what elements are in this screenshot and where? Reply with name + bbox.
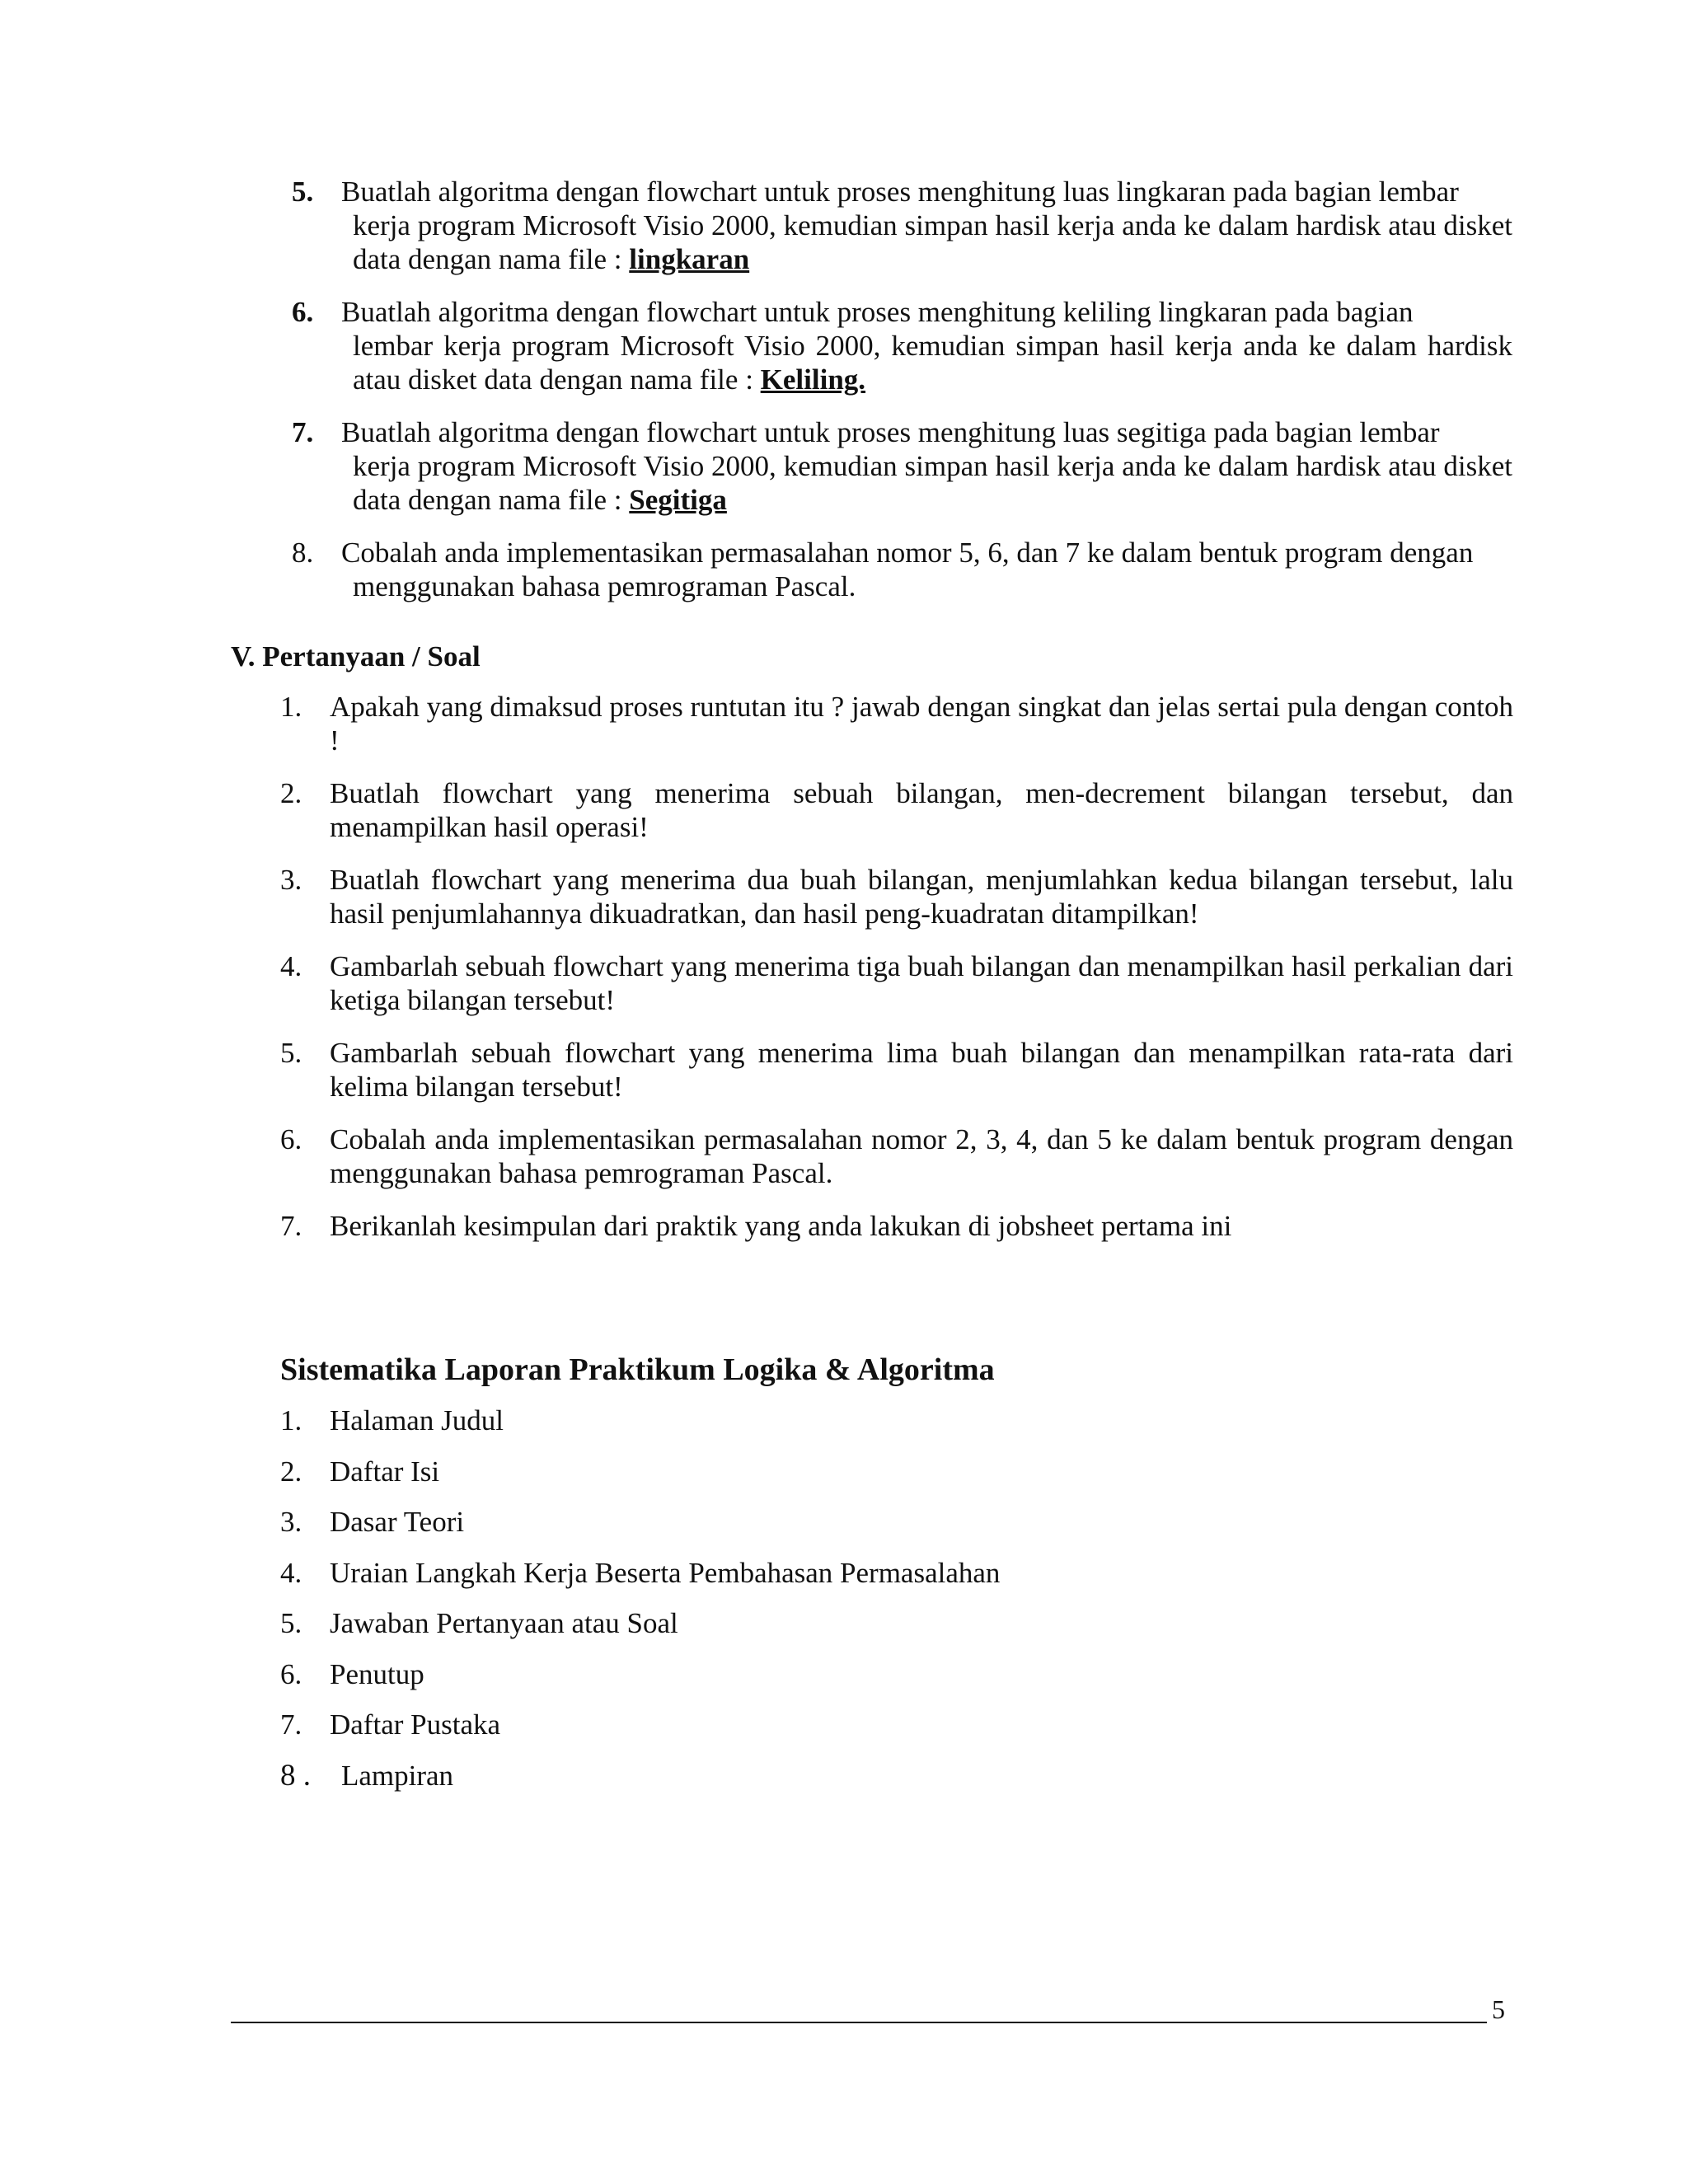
list-item-number: 8 . <box>280 1758 311 1793</box>
task-text-line1: Buatlah algoritma dengan flowchart untuk proses menghitung luas segitiga pada bagian lembar <box>341 416 1440 448</box>
question-list <box>280 690 1513 1262</box>
footer-divider <box>231 2022 1487 2023</box>
task-item <box>292 415 1512 517</box>
sistematika-heading: Sistematika Laporan Praktikum Logika & Algoritma <box>280 1352 995 1387</box>
task-filename: lingkaran <box>629 243 750 275</box>
question-number: 7. <box>280 1210 302 1242</box>
task-text-rest: kerja program Microsoft Visio 2000, kemudian simpan hasil kerja anda ke dalam hardisk atau disket data dengan nama file : <box>353 450 1512 516</box>
list-item <box>280 1505 1269 1539</box>
question-item <box>280 1209 1513 1243</box>
list-item-number: 3. <box>280 1506 302 1538</box>
question-item <box>280 1122 1513 1190</box>
task-item <box>292 175 1512 276</box>
task-item <box>292 295 1512 396</box>
task-text-rest: kerja program Microsoft Visio 2000, kemudian simpan hasil kerja anda ke dalam hardisk atau disket data dengan nama file : <box>353 209 1512 275</box>
task-number: 6. <box>292 296 314 328</box>
list-item-text: Jawaban Pertanyaan atau Soal <box>330 1607 678 1639</box>
list-item <box>280 1759 1269 1793</box>
list-item-number: 4. <box>280 1556 302 1589</box>
question-item <box>280 863 1513 930</box>
list-item-number: 1. <box>280 1404 302 1436</box>
question-number: 2. <box>280 777 302 809</box>
task-text-line1: Cobalah anda implementasikan permasalahan nomor 5, 6, dan 7 ke dalam bentuk program dengan <box>341 537 1474 569</box>
list-item <box>280 1455 1269 1488</box>
task-item <box>292 536 1512 603</box>
task-text-rest: menggunakan bahasa pemrograman Pascal. <box>353 570 856 602</box>
list-item <box>280 1657 1269 1691</box>
question-number: 3. <box>280 864 302 896</box>
question-item <box>280 690 1513 757</box>
question-text: Berikanlah kesimpulan dari praktik yang anda lakukan di jobsheet pertama ini <box>330 1210 1232 1242</box>
question-item <box>280 776 1513 844</box>
question-text: Apakah yang dimaksud proses runtutan itu ? jawab dengan singkat dan jelas sertai pula dengan contoh ! <box>330 691 1513 757</box>
task-text-rest: lembar kerja program Microsoft Visio 2000, kemudian simpan hasil kerja anda ke dalam hardisk atau disket data dengan nama file : <box>353 330 1512 396</box>
question-text: Buatlah flowchart yang menerima dua buah bilangan, menjumlahkan kedua bilangan tersebut, lalu hasil penjumlahannya dikuadratkan, dan hasil peng-kuadratan ditampilkan! <box>330 864 1513 930</box>
list-item <box>280 1606 1269 1640</box>
task-number: 8. <box>292 537 314 569</box>
list-item-number: 7. <box>280 1708 302 1741</box>
list-item-text: Penutup <box>330 1657 424 1690</box>
task-number: 5. <box>292 176 314 208</box>
question-item <box>280 1036 1513 1104</box>
question-number: 4. <box>280 950 302 982</box>
task-number: 7. <box>292 416 314 448</box>
list-item <box>280 1404 1269 1437</box>
list-item-text: Uraian Langkah Kerja Beserta Pembahasan Permasalahan <box>330 1556 1001 1589</box>
section-heading: V. Pertanyaan / Soal <box>231 640 481 673</box>
question-number: 5. <box>280 1037 302 1069</box>
list-item <box>280 1556 1269 1590</box>
page-number: 5 <box>1492 1994 1505 2024</box>
task-text-line1: Buatlah algoritma dengan flowchart untuk proses menghitung keliling lingkaran pada bagian <box>341 296 1414 328</box>
task-text-line1: Buatlah algoritma dengan flowchart untuk proses menghitung luas lingkaran pada bagian lembar <box>341 176 1459 208</box>
list-item-number: 5. <box>280 1607 302 1639</box>
list-item-text: Daftar Pustaka <box>330 1708 501 1741</box>
list-item-number: 6. <box>280 1657 302 1690</box>
task-filename: Keliling. <box>760 363 866 396</box>
list-item <box>280 1708 1269 1741</box>
task-filename: Segitiga <box>629 484 727 516</box>
list-item-text: Daftar Isi <box>330 1455 440 1488</box>
list-item-number: 2. <box>280 1455 302 1488</box>
question-text: Gambarlah sebuah flowchart yang menerima tiga buah bilangan dan menampilkan hasil perkalian dari ketiga bilangan tersebut! <box>330 950 1513 1016</box>
sistematika-list <box>280 1404 1269 1809</box>
question-number: 1. <box>280 691 302 723</box>
task-list <box>292 175 1512 622</box>
question-text: Gambarlah sebuah flowchart yang menerima lima buah bilangan dan menampilkan rata-rata dari kelima bilangan tersebut! <box>330 1037 1513 1103</box>
list-item-text: Halaman Judul <box>330 1404 504 1436</box>
list-item-text: Lampiran <box>341 1759 454 1792</box>
question-text: Cobalah anda implementasikan permasalahan nomor 2, 3, 4, dan 5 ke dalam bentuk program dengan menggunakan bahasa pemrograman Pascal. <box>330 1123 1513 1189</box>
list-item-text: Dasar Teori <box>330 1506 465 1538</box>
question-number: 6. <box>280 1123 302 1155</box>
question-text: Buatlah flowchart yang menerima sebuah bilangan, men-decrement bilangan tersebut, dan menampilkan hasil operasi! <box>330 777 1513 843</box>
question-item <box>280 949 1513 1017</box>
